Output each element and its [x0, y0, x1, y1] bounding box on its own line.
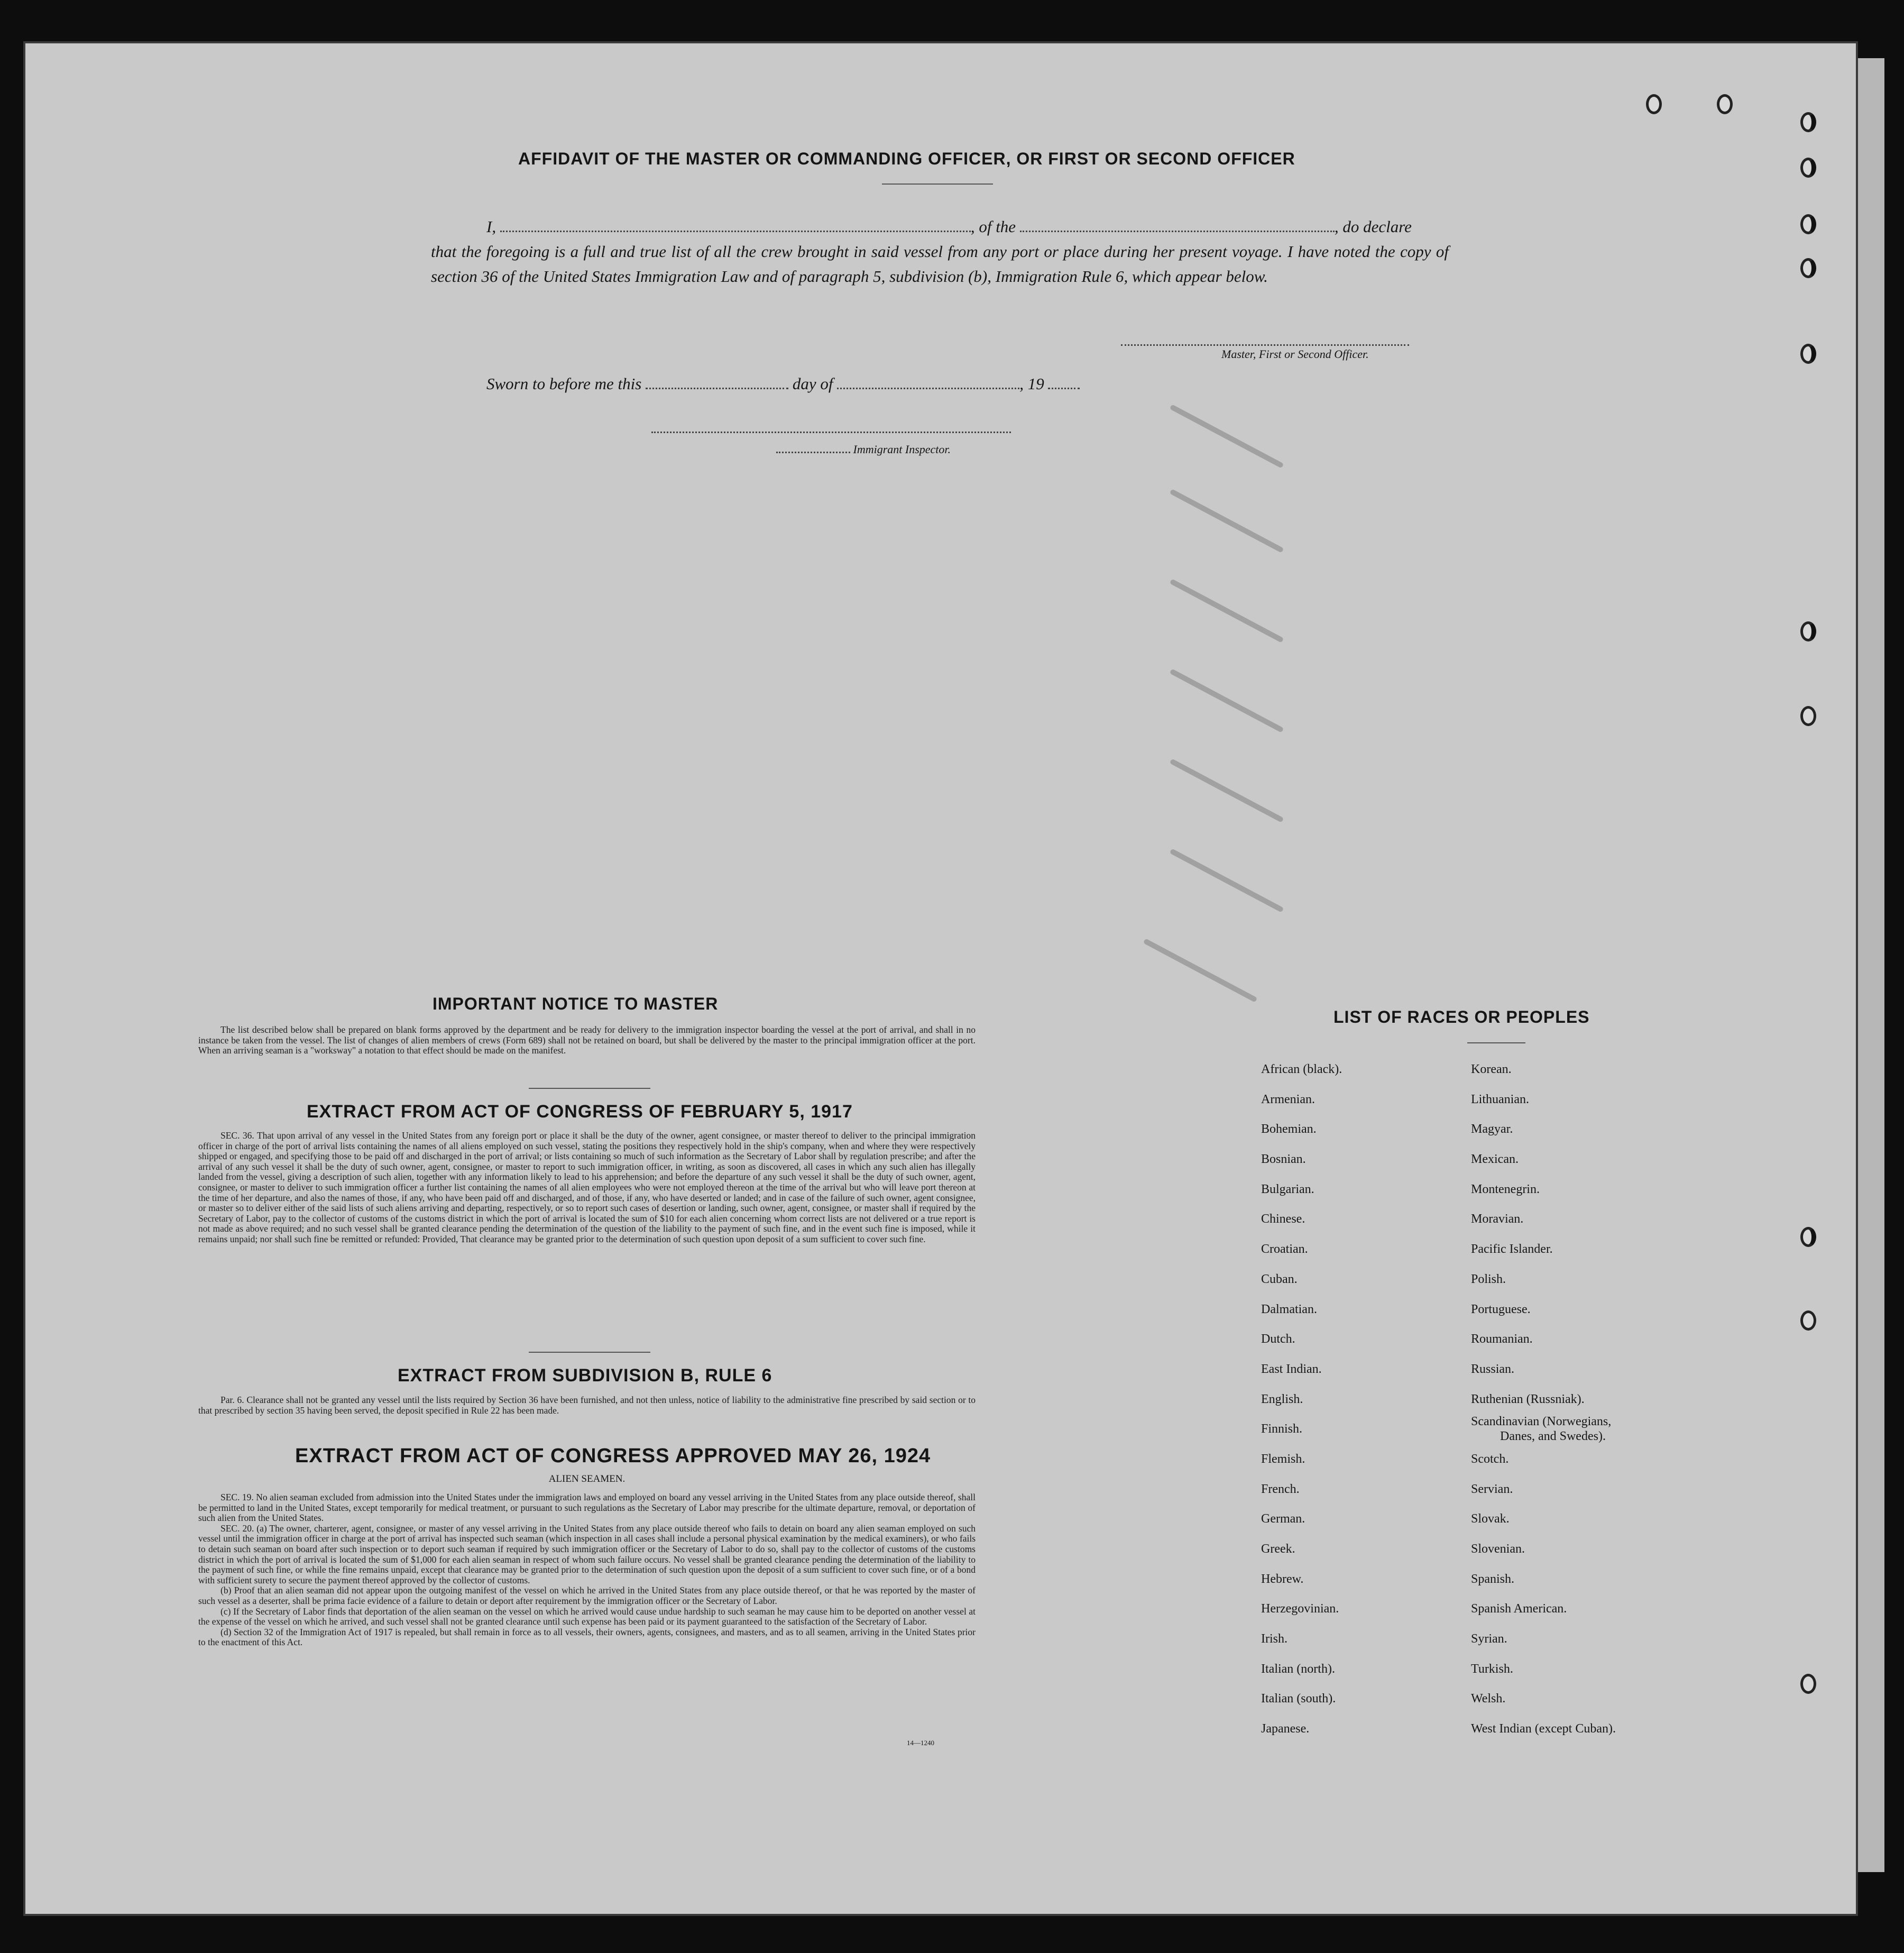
name-blank[interactable]: [500, 218, 971, 232]
race-item: Moravian.: [1471, 1212, 1524, 1226]
sworn-date-blank[interactable]: [646, 375, 788, 389]
race-item: English.: [1261, 1392, 1303, 1406]
binder-hole: [1800, 1674, 1816, 1694]
race-item: Slovenian.: [1471, 1542, 1525, 1556]
section-20c-text: (c) If the Secretary of Labor finds that deportation of the alien seaman on the vessel on which he arrived would cause undue hardship to such seaman he may cause him to be deported on another vessel at the expense of the vessel on which he arrived, and such vessel shall not be granted clearance until such expense has been paid or its payment guaranteed to the satisfaction of the Secretary of Labor.: [198, 1606, 976, 1627]
affidavit-do-declare: , do declare: [1334, 217, 1412, 236]
vessel-blank[interactable]: [1020, 218, 1335, 232]
sworn-day-of: day of: [792, 374, 833, 393]
sworn-line: [486, 371, 1174, 396]
race-item: Chinese.: [1261, 1212, 1305, 1226]
notice-text: The list described below shall be prepared on blank forms approved by the department and be ready for delivery to the immigration inspector boarding the vessel at the port of arrival, and shall in no instance be taken from the vessel. The list of changes of alien members of crews (Form 689) shall not be retained on board, but shall be delivered by the master to the principal immigration officer at the port. When an arriving seaman is a "worksway" a notation to that effect should be made on the manifest.: [198, 1024, 976, 1056]
binder-hole: [1646, 94, 1662, 114]
section-36-text: SEC. 36. That upon arrival of any vessel in the United States from any foreign port or place it shall be the duty of the owner, agent consignee, or master thereof to deliver to the principal immigration officer in charge of the port of arrival lists containing the names of all aliens employed on such vessel, stating the positions they respectively hold in the ship's company, when and where they were respectively shipped or engaged, and specifying those to be paid off and discharged in the port of arrival; or lists containing so much of such information as the Secretary of Labor shall by regulation prescribe; and after the arrival of any such vessel it shall be the duty of such owner, agent, consignee, or master to report to such immigration officer, in writing, as soon as discovered, all cases in which any such alien has illegally landed from the vessel, giving a description of such alien, together with any information likely to lead to his apprehension; and before the departure of any such vessel it shall be the duty of such owner, agent, consignee, or master to deliver to such immigration officer a further list containing the names of all alien employees who were not employed thereon at the time of the arrival but who will leave port thereon at the time of her departure, and also the names of those, if any, who have been paid off and discharged, and of those, if any, who have deserted or landed; and in case of the failure of such owner, agent consignee, or master so to deliver either of the said lists of such aliens arriving and departing, respectively, or so to report such cases of desertion or landing, such owner, agent, consignee, or master shall if required by the Secretary of Labor, pay to the collector of customs of the customs district in which the port of arrival is located the sum of $10 for each alien concerning whom correct lists are not delivered or a true report is not made as above required; and no such vessel shall be granted clearance pending the determination of the question of the liability to the payment of such fine, and in the event such fine is imposed, while it remains unpaid; nor shall such fine be remitted or refunded: Provided, That clearance may be granted prior to the determination of such question upon deposit of a sum sufficient to cover such fine.: [198, 1130, 976, 1244]
race-item: Lithuanian.: [1471, 1092, 1529, 1106]
races-left-column: [1261, 1055, 1342, 1744]
race-item: Bulgarian.: [1261, 1182, 1314, 1196]
race-item: Ruthenian (Russniak).: [1471, 1392, 1585, 1406]
sworn-year: , 19: [1019, 374, 1044, 393]
race-item: French.: [1261, 1482, 1300, 1496]
race-item: Welsh.: [1471, 1692, 1506, 1706]
binder-hole: [1800, 112, 1816, 132]
race-item: Polish.: [1471, 1272, 1506, 1286]
race-item: West Indian (except Cuban).: [1471, 1722, 1616, 1736]
extract-rule6-heading: EXTRACT FROM SUBDIVISION B, RULE 6: [398, 1365, 772, 1386]
alien-seamen-subheading: ALIEN SEAMEN.: [548, 1473, 626, 1484]
divider: [1467, 1042, 1525, 1043]
race-item: [1471, 1414, 1616, 1444]
paragraph-6-text: Par. 6. Clearance shall not be granted any vessel until the lists required by Section 36 have been furnished, and not then unless, notice of liability to the administrative fine prescribed by said section or to that prescribed by section 35 having been served, the deposit specified in Rule 22 has been made.: [198, 1395, 976, 1416]
binder-hole: [1800, 214, 1816, 234]
races-right-column: [1471, 1055, 1616, 1744]
section-19-text: SEC. 19. No alien seaman excluded from admission into the United States under the immigration laws and employed on board any vessel arriving in the United States from any place outside thereof, shall be permitted to land in the United States, except temporarily for medical treatment, or pursuant to such regulations as the Secretary of Labor may prescribe for the ultimate departure, removal, or deportation of such alien from the United States.: [198, 1492, 976, 1524]
affidavit-declaration: [431, 214, 1449, 289]
divider: [529, 1352, 650, 1353]
sworn-year-blank[interactable]: [1048, 375, 1080, 389]
binder-hole: [1800, 1227, 1816, 1247]
race-item: Spanish American.: [1471, 1602, 1567, 1616]
race-item: Greek.: [1261, 1542, 1295, 1556]
notice-heading: IMPORTANT NOTICE TO MASTER: [433, 994, 719, 1013]
race-item: Bohemian.: [1261, 1122, 1317, 1136]
race-item: Montenegrin.: [1471, 1182, 1540, 1196]
race-item: Armenian.: [1261, 1092, 1315, 1106]
binder-hole: [1800, 258, 1816, 278]
divider: [882, 184, 993, 185]
race-item: Japanese.: [1261, 1722, 1310, 1736]
race-item: Flemish.: [1261, 1452, 1305, 1466]
divider: [529, 1088, 650, 1089]
race-item: Cuban.: [1261, 1272, 1298, 1286]
inspector-label: Immigrant Inspector.: [853, 443, 951, 456]
race-item: Finnish.: [1261, 1422, 1303, 1436]
sworn-prefix: Sworn to before me this: [486, 374, 642, 393]
binder-hole: [1800, 344, 1816, 364]
extract-1924-heading: EXTRACT FROM ACT OF CONGRESS APPROVED MAY 26, 1924: [295, 1445, 931, 1467]
race-item: Croatian.: [1261, 1242, 1308, 1257]
extract-rule6-body: [198, 1395, 976, 1416]
race-item: Russian.: [1471, 1362, 1515, 1376]
race-item: Italian (south).: [1261, 1692, 1336, 1706]
race-item: Spanish.: [1471, 1572, 1515, 1586]
binder-hole: [1800, 158, 1816, 178]
race-item: Turkish.: [1471, 1662, 1513, 1676]
inspector-blank[interactable]: [776, 444, 850, 453]
race-item: Pacific Islander.: [1471, 1242, 1553, 1257]
master-signature-blank[interactable]: [1121, 332, 1409, 346]
race-item: Korean.: [1471, 1062, 1512, 1076]
race-item: Portuguese.: [1471, 1302, 1531, 1316]
master-signature-label: Master, First or Second Officer.: [1221, 347, 1369, 361]
notice-body: [198, 1025, 976, 1056]
races-heading: LIST OF RACES OR PEOPLES: [1333, 1007, 1590, 1026]
race-item: Bosnian.: [1261, 1152, 1306, 1167]
affidavit-of-the: , of the: [970, 217, 1016, 236]
affidavit-i: I,: [486, 217, 496, 236]
race-item: Italian (north).: [1261, 1662, 1335, 1676]
extract-1917-body: [198, 1131, 976, 1245]
inspector-signature-blank[interactable]: [651, 419, 1011, 433]
binder-hole: [1717, 94, 1733, 114]
race-item: Herzegovinian.: [1261, 1602, 1339, 1616]
extract-1917-heading: EXTRACT FROM ACT OF CONGRESS OF FEBRUARY 5, 1917: [307, 1102, 853, 1122]
binder-hole: [1800, 621, 1816, 641]
race-item-line: Danes, and Swedes).: [1500, 1429, 1606, 1444]
section-20d-text: (d) Section 32 of the Immigration Act of 1917 is repealed, but shall remain in force as to all vessels, their owners, agents, consignees, and masters, and as to all seamen, arriving in the United States prior to the enactment of this Act.: [198, 1626, 976, 1648]
race-item: Scotch.: [1471, 1452, 1509, 1466]
race-item: Mexican.: [1471, 1152, 1519, 1167]
extract-1924-body: [198, 1492, 976, 1648]
form-number: 14—1240: [907, 1739, 934, 1747]
race-item: African (black).: [1261, 1062, 1342, 1076]
section-20a-text: SEC. 20. (a) The owner, charterer, agent, consignee, or master of any vessel arriving in the United States from any place outside thereof who fails to detain on board any alien seaman employed on such vessel until the immigration officer in charge at the port of arrival has inspected such seaman (which inspection in all cases shall include a personal physical examination by the medical examiners), or who fails to detain such seaman on board after such inspection or to deport such seaman if required by such immigration officer or the Secretary of Labor to do so, shall pay to the collector of customs of the customs district in which the port of arrival is located the sum of $1,000 for each alien seaman in respect of whom such failure occurs. No vessel shall be granted clearance pending the determination of the liability to the payment of such fine, or while the fine remains unpaid, except that clearance may be granted prior to the determination of such question upon the deposit of a sum sufficient to cover such fine, or of a bond with sufficient surety to secure the payment thereof approved by the collector of customs.: [198, 1523, 976, 1585]
binder-hole: [1800, 706, 1816, 726]
race-item: Dutch.: [1261, 1332, 1295, 1346]
race-item: Magyar.: [1471, 1122, 1513, 1136]
race-item: Roumanian.: [1471, 1332, 1533, 1346]
race-item: East Indian.: [1261, 1362, 1322, 1376]
race-item-line: Scandinavian (Norwegians,: [1471, 1415, 1612, 1429]
race-item: Dalmatian.: [1261, 1302, 1317, 1316]
race-item: Servian.: [1471, 1482, 1513, 1496]
affidavit-body: that the foregoing is a full and true list of all the crew brought in said vessel from any port or place during her present voyage. I have noted the copy of section 36 of the United States Immigration Law and of paragraph 5, subdivision (b), Immigration Rule 6, which appear below.: [431, 242, 1449, 286]
race-item: German.: [1261, 1512, 1305, 1526]
sworn-month-blank[interactable]: [837, 375, 1019, 389]
race-item: Syrian.: [1471, 1632, 1507, 1646]
section-20b-text: (b) Proof that an alien seaman did not appear upon the outgoing manifest of the vessel on which he arrived in the United States from any place outside thereof, or that he was reported by the master of such vessel as a deserter, shall be prima facie evidence of a failure to detain or deport after requirement by the immigration officer or the Secretary of Labor.: [198, 1585, 976, 1606]
race-item: Irish.: [1261, 1632, 1287, 1646]
race-item: Hebrew.: [1261, 1572, 1304, 1586]
binder-hole: [1800, 1310, 1816, 1331]
affidavit-heading: AFFIDAVIT OF THE MASTER OR COMMANDING OFFICER, OR FIRST OR SECOND OFFICER: [518, 149, 1295, 168]
inspector-line: [776, 443, 951, 456]
race-item: Slovak.: [1471, 1512, 1510, 1526]
